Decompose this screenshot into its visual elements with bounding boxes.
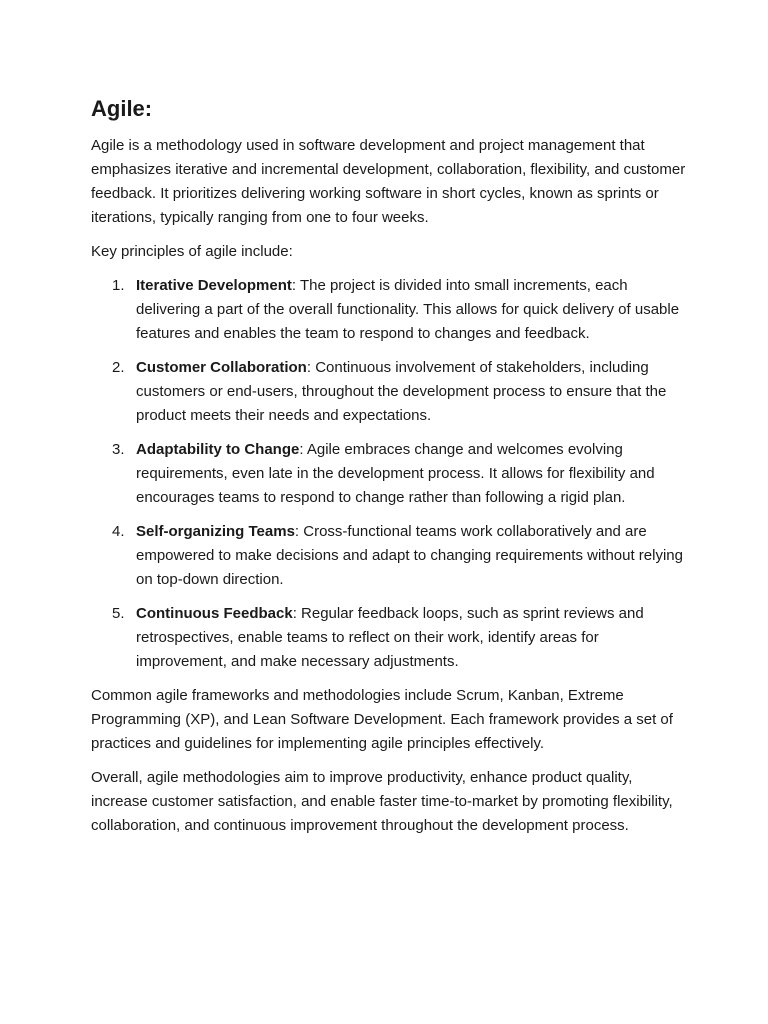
principle-description: : Continuous involvement of stakeholders, including customers or end-users, throughout the development process to ensure that the product meets their needs and expectations. [136,359,667,424]
frameworks-paragraph: Common agile frameworks and methodologies include Scrum, Kanban, Extreme Programming (XP), and Lean Software Development. Each framework provides a set of practices and guidelines for implementing agile principles effectively. [91,687,673,752]
principle-item [91,602,691,674]
principle-number: 3. [112,441,125,458]
principle-number: 5. [112,605,125,622]
principles-list [91,274,691,674]
principle-item [91,520,691,592]
principle-term: Adaptability to Change [136,441,300,458]
principle-number: 2. [112,359,125,376]
principle-item [91,356,691,428]
conclusion-paragraph: Overall, agile methodologies aim to improve productivity, enhance product quality, increase customer satisfaction, and enable faster time-to-market by promoting flexibility, collaboration, and continuous improvement throughout the development process. [91,769,673,834]
principle-item [91,274,691,346]
intro-paragraph: Agile is a methodology used in software development and project management that emphasizes iterative and incremental development, collaboration, flexibility, and customer feedback. It prioritizes delivering working software in short cycles, known as sprints or iterations, typically ranging from one to four weeks. [91,137,686,226]
principle-term: Self-organizing Teams [136,523,295,540]
document-title: Agile: [91,96,153,121]
principle-term: Continuous Feedback [136,605,293,622]
principle-number: 4. [112,523,125,540]
principle-number: 1. [112,277,125,294]
principle-term: Customer Collaboration [136,359,307,376]
principle-description: : Cross-functional teams work collaboratively and are empowered to make decisions and adapt to changing requirements without relying on top-down direction. [136,523,683,588]
principle-description: : Agile embraces change and welcomes evolving requirements, even late in the development process. It allows for flexibility and encourages teams to respond to change rather than following a rigid plan. [136,441,655,506]
principle-description: : Regular feedback loops, such as sprint reviews and retrospectives, enable teams to reflect on their work, identify areas for improvement, and make necessary adjustments. [136,605,644,670]
principle-term: Iterative Development [136,277,292,294]
principles-intro: Key principles of agile include: [91,243,293,260]
document-body [91,94,691,848]
principle-description: : The project is divided into small increments, each delivering a part of the overall functionality. This allows for quick delivery of usable features and enables the team to respond to changes and feedback. [136,277,680,342]
principle-item [91,438,691,510]
